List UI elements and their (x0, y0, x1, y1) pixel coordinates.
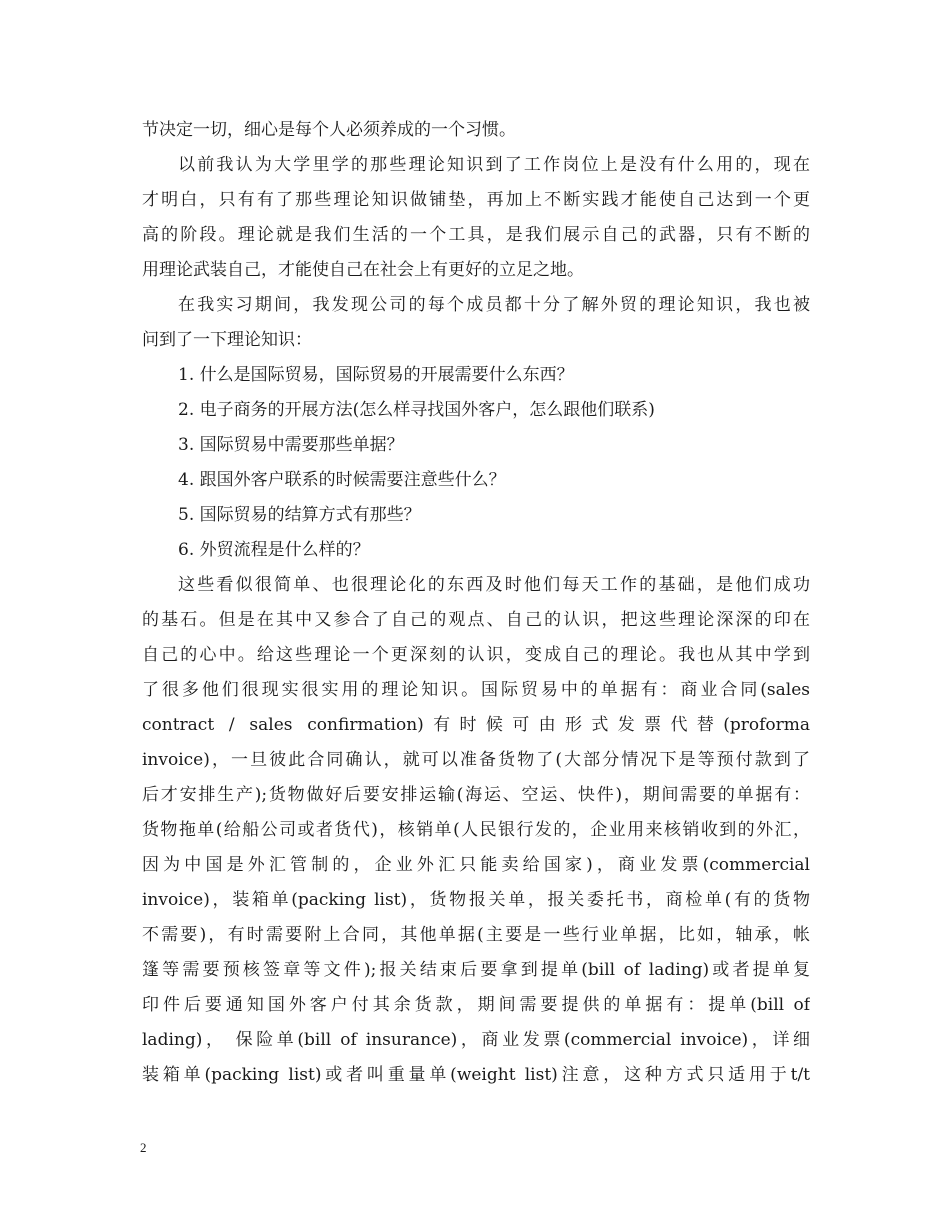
text-line: 了很多他们很现实很实用的理论知识。国际贸易中的单据有：商业合同(sales (142, 680, 810, 700)
paragraph-first-line: 以前我认为大学里学的那些理论知识到了工作岗位上是没有什么用的，现在 (178, 155, 810, 175)
text-line: 不需要)，有时需要附上合同，其他单据(主要是一些行业单据，比如，轴承，帐 (142, 925, 810, 945)
text-line: 才明白，只有有了那些理论知识做铺垫，再加上不断实践才能使自己达到一个更 (142, 190, 810, 210)
text-line: invoice)，装箱单(packing list)，货物报关单，报关委托书，商检单(有的货物 (142, 890, 810, 910)
list-item: 4. 跟国外客户联系的时候需要注意些什么？ (178, 470, 506, 490)
text-line: 节决定一切，细心是每个人必须养成的一个习惯。 (142, 120, 516, 140)
list-item: 5. 国际贸易的结算方式有那些？ (178, 505, 421, 525)
list-item: 6. 外贸流程是什么样的？ (178, 540, 370, 560)
text-line: 装箱单(packing list)或者叫重量单(weight list)注意，这种方式只适用于t/t (142, 1065, 810, 1085)
text-line: 篷等需要预核签章等文件);报关结束后要拿到提单(bill of lading)或者提单复 (142, 960, 810, 980)
list-item: 3. 国际贸易中需要那些单据？ (178, 435, 404, 455)
text-line: invoice)，一旦彼此合同确认，就可以准备货物了(大部分情况下是等预付款到了 (142, 750, 810, 770)
text-line: 自己的心中。给这些理论一个更深刻的认识，变成自己的理论。我也从其中学到 (142, 645, 810, 665)
text-line: 因为中国是外汇管制的，企业外汇只能卖给国家)，商业发票(commercial (142, 855, 810, 875)
text-line: 后才安排生产);货物做好后要安排运输(海运、空运、快件)，期间需要的单据有： (142, 785, 810, 805)
list-item: 1. 什么是国际贸易，国际贸易的开展需要什么东西？ (178, 365, 574, 385)
text-line: 问到了一下理论知识： (142, 330, 312, 350)
text-line: 用理论武装自己，才能使自己在社会上有更好的立足之地。 (142, 260, 584, 280)
text-line: lading)， 保险单(bill of insurance)，商业发票(commercial invoice)，详细 (142, 1030, 810, 1050)
text-line: 高的阶段。理论就是我们生活的一个工具，是我们展示自己的武器，只有不断的 (142, 225, 810, 245)
text-line: 货物拖单(给船公司或者货代)，核销单(人民银行发的，企业用来核销收到的外汇， (142, 820, 810, 840)
paragraph-first-line: 在我实习期间，我发现公司的每个成员都十分了解外贸的理论知识，我也被 (178, 295, 810, 315)
text-line: contract / sales confirmation)有时候可由形式发票代替(proforma (142, 715, 810, 735)
text-line: 的基石。但是在其中又参合了自己的观点、自己的认识，把这些理论深深的印在 (142, 610, 810, 630)
list-item: 2. 电子商务的开展方法(怎么样寻找国外客户，怎么跟他们联系) (178, 400, 655, 420)
page-number: 2 (140, 1140, 147, 1155)
paragraph-first-line: 这些看似很简单、也很理论化的东西及时他们每天工作的基础，是他们成功 (178, 575, 810, 595)
text-line: 印件后要通知国外客户付其余货款，期间需要提供的单据有：提单(bill of (142, 995, 810, 1015)
